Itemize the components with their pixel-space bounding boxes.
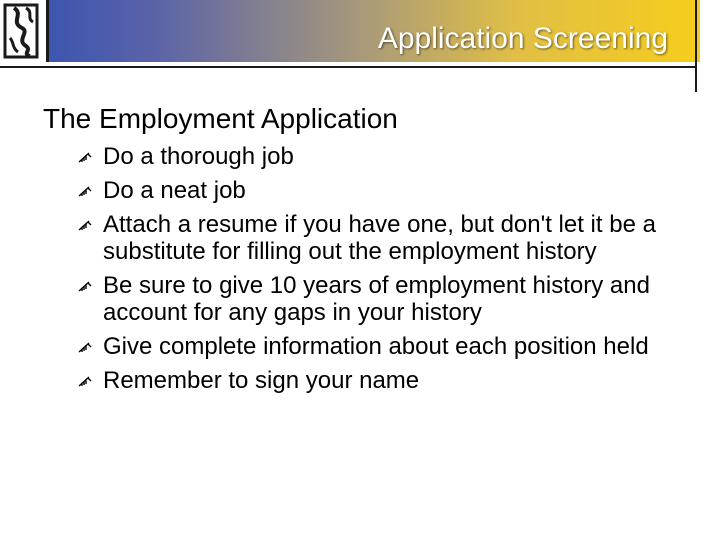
slide-header-title: Application Screening — [377, 22, 668, 55]
bullet-text: Do a thorough job — [103, 143, 294, 170]
feather-bullet-icon — [78, 184, 92, 198]
bullet-item — [78, 367, 698, 394]
bullet-item — [78, 333, 698, 360]
bullet-item — [78, 211, 698, 265]
slide-subtitle: The Employment Application — [43, 103, 398, 134]
feather-bullet-icon — [78, 218, 92, 232]
bullet-list — [78, 143, 698, 401]
bullet-item — [78, 272, 698, 326]
bullet-text: Attach a resume if you have one, but don't let it be a substitute for filling out the employment history — [103, 211, 656, 265]
bullet-item — [78, 177, 698, 204]
bullet-text: Be sure to give 10 years of employment history and account for any gaps in your history — [103, 272, 650, 326]
bullet-item — [78, 143, 698, 170]
feather-bullet-icon — [78, 374, 92, 388]
feather-bullet-icon — [78, 340, 92, 354]
bullet-text: Remember to sign your name — [103, 367, 420, 394]
bullet-text: Do a neat job — [103, 177, 246, 204]
header-divider-vertical — [695, 0, 697, 92]
zebra-stripes-logo-icon — [0, 0, 49, 62]
slide-header — [0, 0, 720, 92]
title-banner — [0, 0, 700, 62]
feather-bullet-icon — [78, 150, 92, 164]
bullet-text: Give complete information about each position held — [103, 333, 649, 360]
feather-bullet-icon — [78, 279, 92, 293]
header-divider-horizontal — [0, 66, 695, 68]
